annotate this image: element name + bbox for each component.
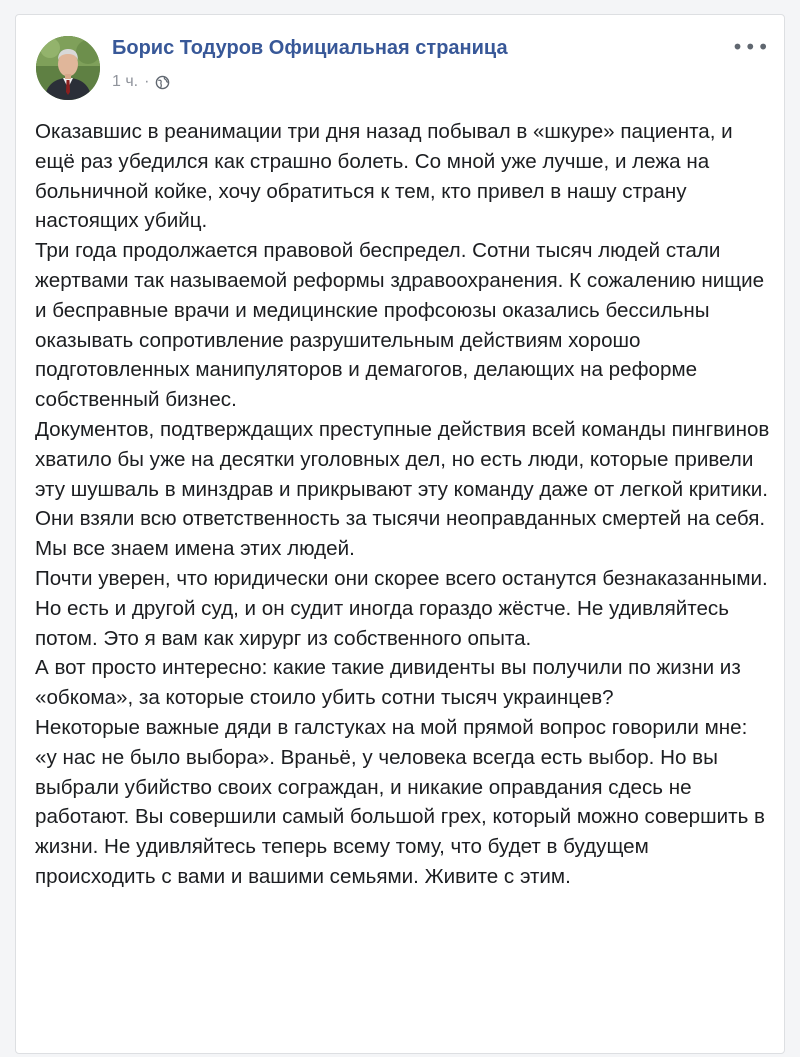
post-paragraph: Почти уверен, что юридически они скорее всего останутся безнаказанными. Но есть и другой суд, и он судит иногда гораздо жёстче. Не удивляйтесь потом. Это я вам как хирург из собственного опыта.: [35, 566, 768, 650]
post-timestamp[interactable]: 1 ч.: [112, 73, 139, 90]
more-options-icon[interactable]: •••: [731, 35, 770, 59]
globe-icon[interactable]: [155, 75, 170, 90]
meta-separator: ·: [144, 73, 150, 90]
author-avatar[interactable]: [36, 36, 100, 100]
post-paragraph: Оказавшис в реанимации три дня назад побывал в «шкуре» пациента, и ещё раз убедился как страшно болеть. Со мной уже лучше, и лежа на больничной койке, хочу обратиться к тем, кто привел в нашу страну настоящих убийц.: [35, 120, 733, 233]
post-meta: [112, 73, 170, 91]
post-card: [15, 14, 785, 1054]
avatar-photo: [36, 36, 100, 100]
post-paragraph: А вот просто интересно: какие такие дивиденты вы получили по жизни из «обкома», за которые стоило убить сотни тысяч украинцев?: [35, 656, 741, 710]
post-paragraph: Три года продолжается правовой беспредел. Сотни тысяч людей стали жертвами так называемой реформы здравоохранения. К сожалению нищие и бесправные врачи и медицинские профсоюзы оказались бессильны оказывать сопротивление разрушительным действиям хорошо подготовленных манипуляторов и демагогов, делающих на реформе собственный бизнес.: [35, 239, 765, 412]
post-paragraph: Некоторые важные дяди в галстуках на мой прямой вопрос говорили мне: «у нас не было выбора». Враньё, у человека всегда есть выбор. Но вы выбрали убийство своих сограждан, и никакие оправдания сдесь не работают. Вы совершили самый большой грех, который можно совершить в жизни. Не удивляйтесь теперь всему тому, что будет в будущем происходить с вами и вашими семьями. Живите с этим.: [35, 715, 765, 888]
post-paragraph: Документов, подтверждащих преступные действия всей команды пингвинов хватило бы уже на десятки уголовных дел, но есть люди, которые привели эту шушваль в минздрав и прикрывают эту команду даже от легкой критики. Они взяли всю ответственность за тысячи неоправданных смертей на себя. Мы все знаем имена этих людей.: [35, 417, 770, 561]
author-name-link[interactable]: Борис Тодуров Официальная страница: [112, 37, 508, 59]
post-text: [35, 117, 770, 892]
